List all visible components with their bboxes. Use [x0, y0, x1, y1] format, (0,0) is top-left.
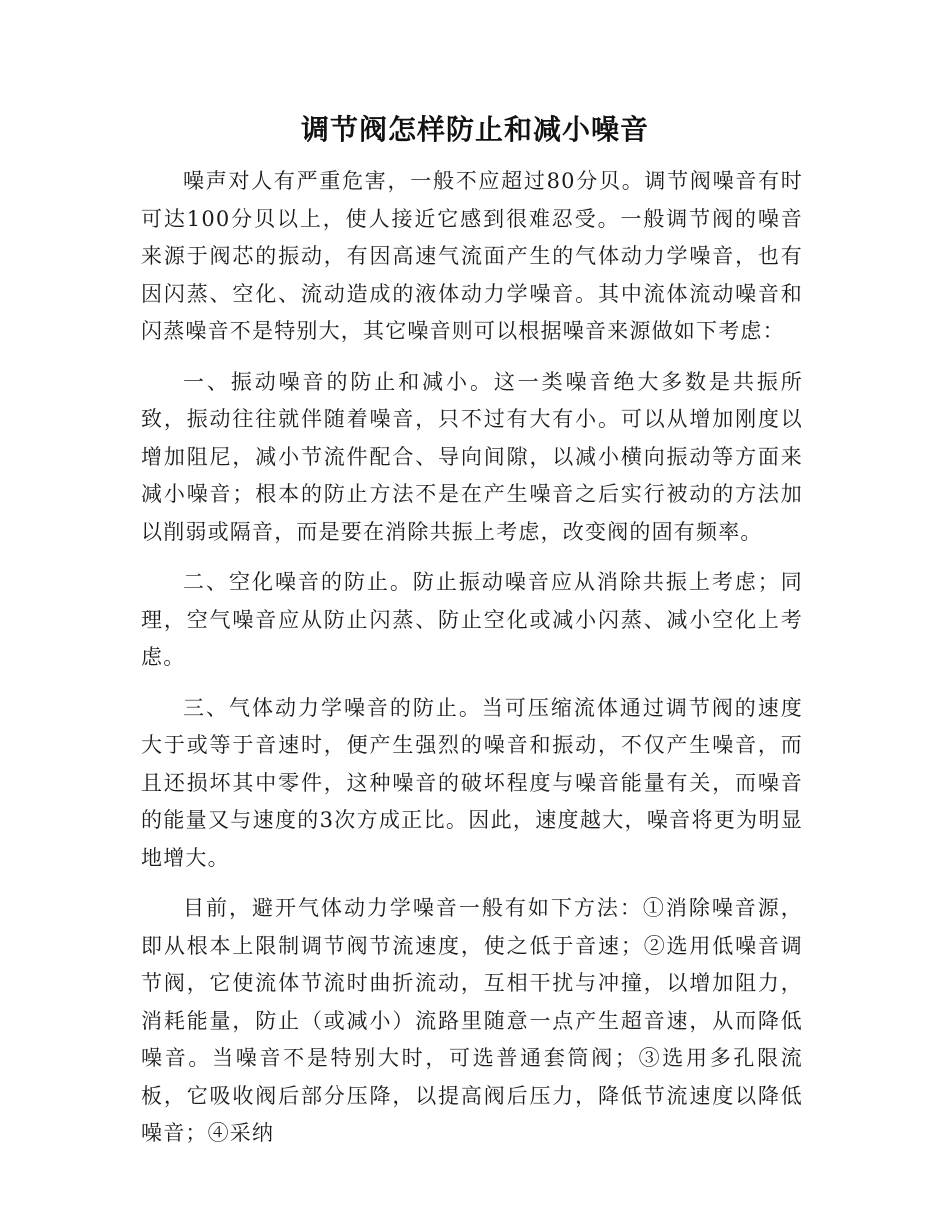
paragraph-cavitation-noise: 二、空化噪音的防止。防止振动噪音应从消除共振上考虑；同理，空气噪音应从防止闪蒸、防止空化或减小闪蒸、减小空化上考虑。 — [141, 570, 803, 669]
document-body — [141, 163, 803, 1166]
paragraph-methods: 目前，避开气体动力学噪音一般有如下方法：①消除噪音源，即从根本上限制调节阀节流速度，使之低于音速；②选用低噪音调节阀，它使流体节流时曲折流动，互相干扰与冲撞，以增加阻力，消耗能量，防止（或减小）流路里随意一点产生超音速，从而降低噪音。当噪音不是特别大时，可选普通套筒阀；③选用多孔限流板，它吸收阀后部分压降，以提高阀后压力，降低节流速度以降低噪音；④采纳 — [141, 896, 803, 1145]
paragraph-aerodynamic-noise: 三、气体动力学噪音的防止。当可压缩流体通过调节阀的速度大于或等于音速时，便产生强烈的噪音和振动，不仅产生噪音，而且还损坏其中零件，这种噪音的破坏程度与噪音能量有关，而噪音的能量又与速度的3次方成正比。因此，速度越大，噪音将更为明显地增大。 — [141, 695, 803, 870]
document-title: 调节阀怎样防止和减小噪音 — [300, 113, 649, 146]
paragraph-intro: 噪声对人有严重危害，一般不应超过80分贝。调节阀噪音有时可达100分贝以上，使人接近它感到很难忍受。一般调节阀的噪音来源于阀芯的振动，有因高速气流面产生的气体动力学噪音，也有因闪蒸、空化、流动造成的液体动力学噪音。其中流体流动噪音和闪蒸噪音不是特别大，其它噪音则可以根据噪音来源做如下考虑： — [141, 169, 803, 343]
paragraph-vibration-noise: 一、振动噪音的防止和减小。这一类噪音绝大多数是共振所致，振动往往就伴随着噪音，只不过有大有小。可以从增加刚度以增加阻尼，减小节流件配合、导向间隙，以减小横向振动等方面来减小噪音；根本的防止方法不是在产生噪音之后实行被动的方法加以削弱或隔音，而是要在消除共振上考虑，改变阀的固有频率。 — [141, 369, 803, 544]
